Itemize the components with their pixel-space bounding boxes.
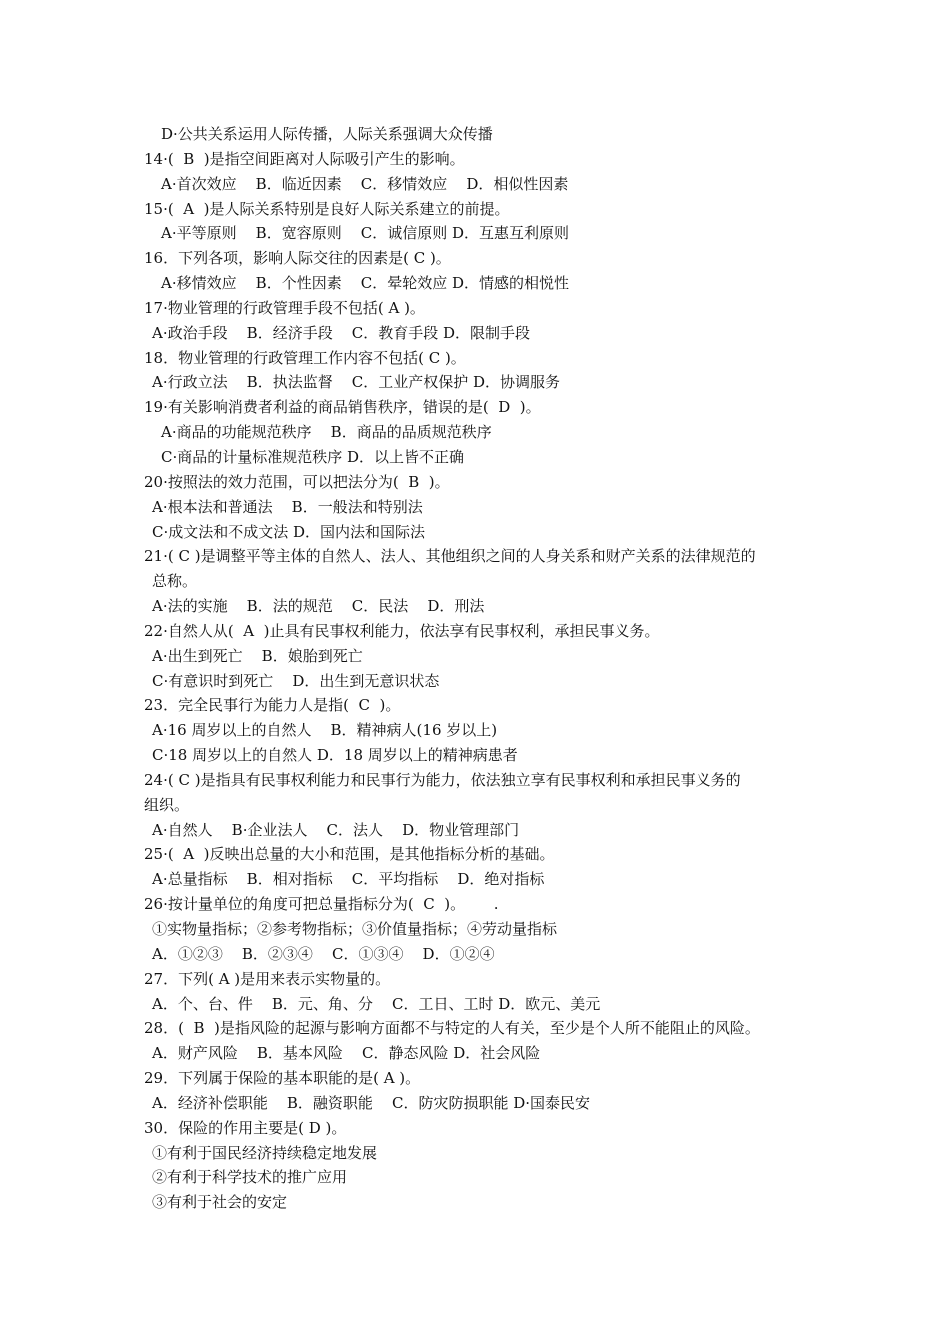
option-line: A·自然人 B·企业法人 C．法人 D．物业管理部门: [152, 820, 520, 839]
option-line: ②有利于科学技术的推广应用: [152, 1168, 348, 1187]
option-line: A·根本法和普通法 B．一般法和特别法: [152, 497, 423, 516]
question-line: 25·( A )反映出总量的大小和范围，是其他指标分析的基础。: [144, 845, 555, 864]
option-line: A·商品的功能规范秩序 B．商品的品质规范秩序: [161, 423, 492, 442]
option-line: A·总量指标 B．相对指标 C．平均指标 D．绝对指标: [152, 870, 545, 889]
option-line: ③有利于社会的安定: [152, 1193, 288, 1212]
question-line: 17·物业管理的行政管理手段不包括( A )。: [144, 298, 425, 317]
option-line: D·公共关系运用人际传播，人际关系强调大众传播: [161, 125, 493, 143]
question-line: 19·有关影响消费者利益的商品销售秩序，错误的是( D )。: [144, 398, 541, 417]
option-line: A．①②③ B．②③④ C．①③④ D．①②④: [152, 944, 495, 963]
option-line: A·法的实施 B．法的规范 C．民法 D．刑法: [152, 597, 485, 616]
question-line: 23．完全民事行为能力人是指( C )。: [144, 696, 401, 715]
question-line: 组织。: [144, 795, 190, 814]
question-line: 18．物业管理的行政管理工作内容不包括( C )。: [144, 348, 466, 367]
option-line: A．经济补偿职能 B．融资职能 C．防灾防损职能 D·国泰民安: [152, 1093, 591, 1112]
option-line: A·政治手段 B．经济手段 C．教育手段 D．限制手段: [152, 323, 531, 342]
question-line: 16．下列各项，影响人际交往的因素是( C )。: [144, 249, 451, 268]
option-line: C·商品的计量标准规范秩序 D．以上皆不正确: [161, 447, 465, 466]
question-line: 24·( C )是指具有民事权利能力和民事行为能力，依法独立享有民事权利和承担民事义务的: [144, 770, 741, 789]
question-line: 14·( B )是指空间距离对人际吸引产生的影响。: [144, 149, 465, 168]
question-line: 28．( B )是指风险的起源与影响方面都不与特定的人有关，至少是个人所不能阻止的风险。: [144, 1019, 760, 1038]
question-line: 30．保险的作用主要是( D )。: [144, 1118, 347, 1137]
document-page: [0, 122, 950, 1215]
option-line: A·16 周岁以上的自然人 B．精神病人(16 岁以上): [152, 721, 498, 740]
option-line: A．财产风险 B．基本风险 C．静态风险 D．社会风险: [152, 1044, 541, 1063]
question-line: 27．下列( A )是用来表示实物量的。: [144, 969, 391, 988]
option-line: A．个、台、件 B．元、角、分 C．工日、工时 D．欧元、美元: [152, 994, 601, 1013]
question-line: 21·( C )是调整平等主体的自然人、法人、其他组织之间的人身关系和财产关系的法律规范的: [144, 547, 756, 566]
option-line: A·行政立法 B．执法监督 C．工业产权保护 D．协调服务: [152, 373, 561, 392]
option-line: A·平等原则 B．宽容原则 C．诚信原则 D．互惠互利原则: [161, 224, 570, 243]
option-line: ①实物量指标；②参考物指标；③价值量指标；④劳动量指标: [152, 920, 558, 938]
option-line: A·出生到死亡 B．娘胎到死亡: [152, 646, 363, 665]
option-line: A·首次效应 B．临近因素 C．移情效应 D．相似性因素: [161, 174, 569, 193]
option-line: C·18 周岁以上的自然人 D．18 周岁以上的精神病患者: [152, 746, 518, 765]
question-line: 15·( A )是人际关系特别是良好人际关系建立的前提。: [144, 199, 510, 218]
option-line: A·移情效应 B．个性因素 C．晕轮效应 D．情感的相悦性: [161, 274, 570, 293]
question-line: 20·按照法的效力范围，可以把法分为( B )。: [144, 472, 450, 491]
question-line: 22·自然人从( A )止具有民事权利能力，依法享有民事权利，承担民事义务。: [144, 621, 660, 640]
question-line: 29．下列属于保险的基本职能的是( A )。: [144, 1069, 421, 1088]
question-line: 26·按计量单位的角度可把总量指标分为( C )。 .: [144, 895, 499, 914]
question-line: 总称。: [152, 572, 198, 591]
option-line: ①有利于国民经济持续稳定地发展: [152, 1143, 378, 1162]
option-line: C·成文法和不成文法 D．国内法和国际法: [152, 522, 426, 541]
option-line: C·有意识时到死亡 D．出生到无意识状态: [152, 671, 440, 690]
